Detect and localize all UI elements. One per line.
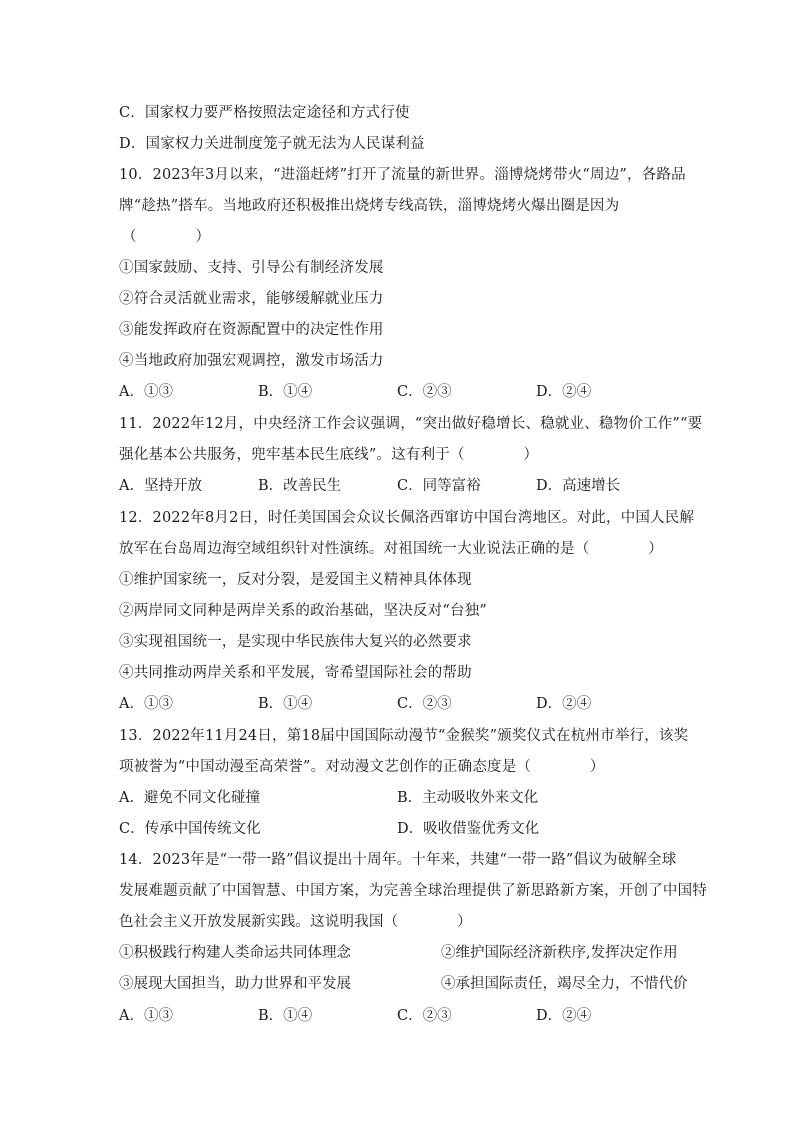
q14-stem-line2: 发展难题贡献了中国智慧、中国方案，为完善全球治理提供了新思路新方案，开创了中国特 (119, 883, 707, 899)
q11-option-b: B．改善民生 (258, 478, 342, 494)
q14-item-4: ④承担国际责任，竭尽全力，不惜代价 (441, 976, 688, 992)
q14-stem-line1: 14．2023年是“一带一路”倡议提出十周年。十年来，共建“一带一路”倡议为破解全球 (119, 852, 677, 868)
q13-option-a: A．避免不同文化碰撞 (119, 790, 260, 806)
q14-option-a: A．①③ (119, 1008, 173, 1024)
q14-item-1: ①积极践行构建人类命运共同体理念 (119, 945, 351, 961)
q11-stem-line1: 11．2022年12月，中央经济工作会议强调，“突出做好稳增长、稳就业、稳物价工作”“要 (119, 416, 703, 432)
q10-option-a: A．①③ (119, 384, 173, 400)
q12-option-b: B．①④ (258, 696, 313, 712)
q10-stem-line1: 10．2023年3月以来，“进淄赶烤”打开了流量的新世界。淄博烧烤带火“周边”，各路品 (119, 167, 686, 183)
q14-option-d: D．②④ (536, 1008, 592, 1024)
q9-option-d: D．国家权力关进制度笼子就无法为人民谋利益 (119, 136, 425, 152)
q12-item-1: ①维护国家统一，反对分裂，是爱国主义精神具体体现 (119, 572, 472, 588)
q12-stem-line2: 放军在台岛周边海空域组织针对性演练。对祖国统一大业说法正确的是（ ） (119, 541, 663, 557)
q12-item-2: ②两岸同文同种是两岸关系的政治基础，坚决反对“台独” (119, 603, 488, 619)
q13-option-b: B．主动吸收外来文化 (397, 790, 539, 806)
q10-answer-blank: （ ） (122, 229, 211, 245)
q11-stem-line2: 强化基本公共服务，兜牢基本民生底线”。这有利于（ ） (119, 447, 539, 463)
q13-stem-line2: 项被誉为“中国动漫至高荣誉”。对动漫文艺创作的正确态度是（ ） (119, 759, 605, 775)
q12-option-c: C．②③ (397, 696, 452, 712)
q13-stem-line1: 13．2022年11月24日，第18届中国国际动漫节“金猴奖”颁奖仪式在杭州市举行，该奖 (119, 728, 689, 744)
q10-item-4: ④当地政府加强宏观调控，激发市场活力 (119, 353, 384, 369)
q10-item-2: ②符合灵活就业需求，能够缓解就业压力 (119, 291, 384, 307)
q10-option-d: D．②④ (536, 384, 592, 400)
q14-option-c: C．②③ (397, 1008, 452, 1024)
q10-item-1: ①国家鼓励、支持、引导公有制经济发展 (119, 260, 384, 276)
q14-item-2: ②维护国际经济新秩序,发挥决定作用 (441, 945, 678, 961)
q12-item-3: ③实现祖国统一，是实现中华民族伟大复兴的必然要求 (119, 634, 472, 650)
q14-option-b: B．①④ (258, 1008, 313, 1024)
q10-stem-line2: 牌“趁热”搭车。当地政府还积极推出烧烤专线高铁，淄博烧烤火爆出圈是因为 (119, 198, 620, 214)
q12-option-d: D．②④ (536, 696, 592, 712)
q13-option-d: D．吸收借鉴优秀文化 (397, 821, 540, 837)
q10-item-3: ③能发挥政府在资源配置中的决定性作用 (119, 322, 384, 338)
q10-option-b: B．①④ (258, 384, 313, 400)
q12-item-4: ④共同推动两岸关系和平发展，寄希望国际社会的帮助 (119, 665, 472, 681)
q13-option-c: C．传承中国传统文化 (119, 821, 261, 837)
q14-item-3: ③展现大国担当，助力世界和平发展 (119, 976, 351, 992)
q11-option-d: D．高速增长 (536, 478, 621, 494)
q14-stem-line3: 色社会主义开放发展新实践。这说明我国（ ） (119, 914, 472, 930)
q9-option-c: C．国家权力要严格按照法定途径和方式行使 (119, 105, 410, 121)
q10-option-c: C．②③ (397, 384, 452, 400)
q12-option-a: A．①③ (119, 696, 173, 712)
q11-option-c: C．同等富裕 (397, 478, 481, 494)
q12-stem-line1: 12．2022年8月2日，时任美国国会众议长佩洛西窜访中国台湾地区。对此，中国人民解 (119, 510, 695, 526)
q11-option-a: A．坚持开放 (119, 478, 202, 494)
